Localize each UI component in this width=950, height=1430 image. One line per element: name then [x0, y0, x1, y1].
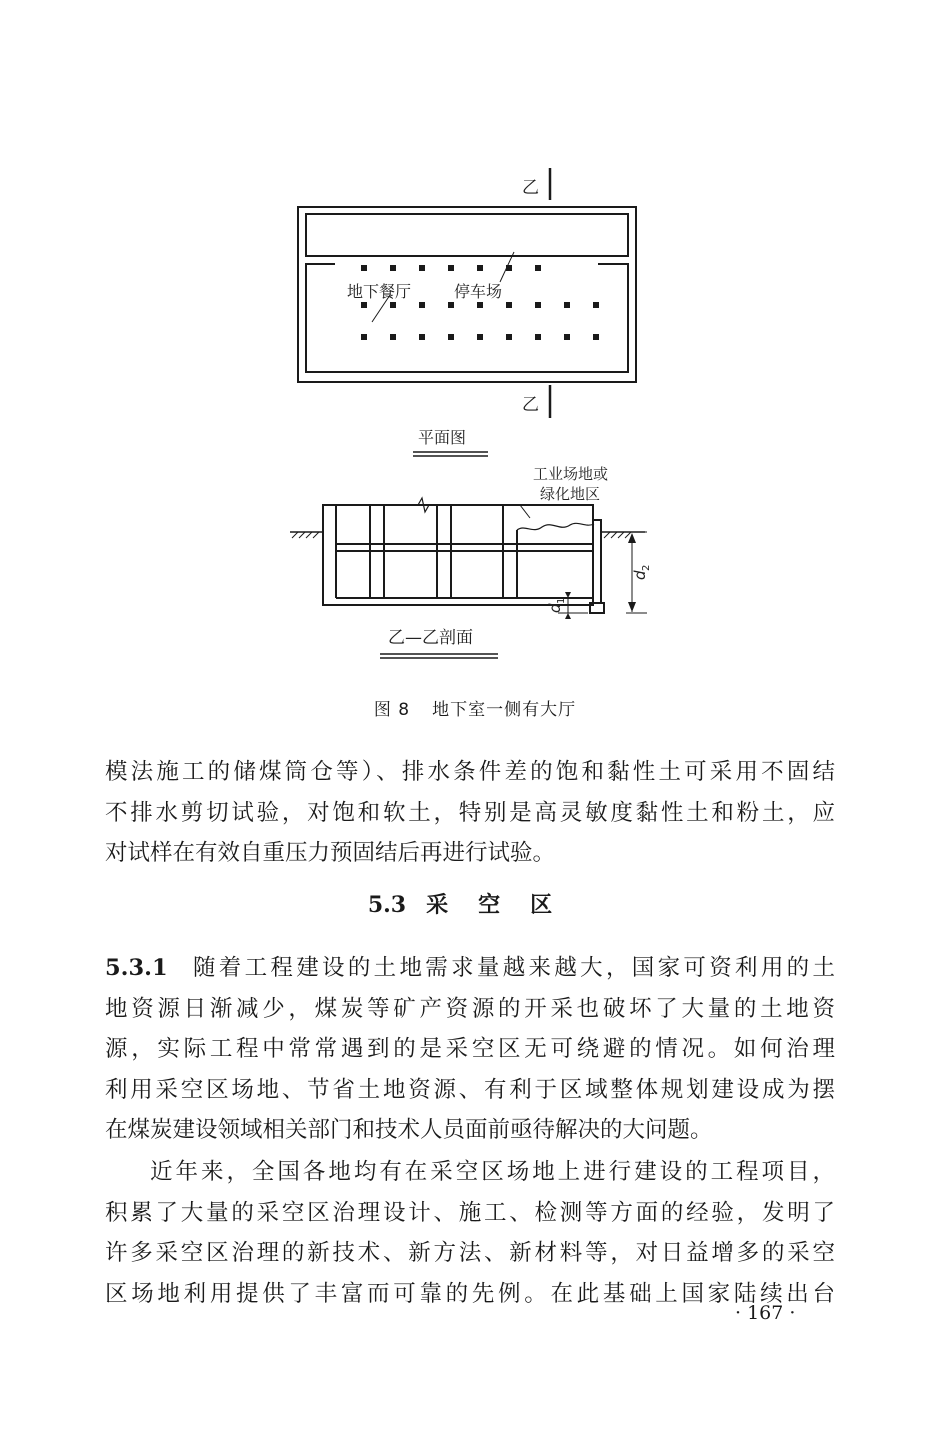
figure-number: 图 8 [373, 700, 411, 720]
text-line: 源，实际工程中常常遇到的是采空区无可绕避的情况。如何治理 [105, 1036, 835, 1062]
column-dot [448, 265, 454, 271]
column-dot [535, 334, 541, 340]
section-title-text: 采空区 [426, 892, 583, 918]
column-dot [477, 302, 483, 308]
text-line: 利用采空区场地、节省土地资源、有利于区域整体规划建设成为摆 [105, 1076, 835, 1103]
column-grid [361, 265, 599, 340]
column-dot [593, 302, 599, 308]
column-dot [506, 265, 512, 271]
column-dot [564, 334, 570, 340]
label-parking: 停车场 [454, 282, 503, 301]
label-industrial-site: 工业场地或 [533, 465, 609, 483]
section-title: 乙—乙剖面 [388, 628, 473, 648]
section-number: 5.3 [367, 892, 407, 918]
column-dot [448, 334, 454, 340]
column-dot [564, 302, 570, 308]
column-dot [361, 265, 367, 271]
column-dot [535, 265, 541, 271]
column-dot [361, 302, 367, 308]
column-dot [390, 265, 396, 271]
text-line: 模法施工的储煤筒仓等）、排水条件差的饱和黏性土可采用不固结 [105, 759, 835, 785]
column-dot [361, 334, 367, 340]
section-heading [0, 888, 950, 919]
text-line: 区场地利用提供了丰富而可靠的先例。在此基础上国家陆续出台 [105, 1280, 835, 1307]
column-dot [419, 334, 425, 340]
paragraph-recent [105, 1152, 835, 1314]
text-line: 地资源日渐减少，煤炭等矿产资源的开采也破坏了大量的土地资 [105, 995, 835, 1022]
text-line: 许多采空区治理的新技术、新方法、新材料等，对日益增多的采空 [105, 1240, 835, 1266]
column-dot [419, 302, 425, 308]
column-dot [448, 302, 454, 308]
text-line: 对试样在有效自重压力预固结后再进行试验。 [105, 840, 556, 866]
column-dot [506, 334, 512, 340]
label-underground-restaurant: 地下餐厅 [347, 282, 412, 301]
column-dot [477, 265, 483, 271]
column-dot [506, 302, 512, 308]
column-dot [477, 334, 483, 340]
text-line: 不排水剪切试验，对饱和软土，特别是高灵敏度黏性土和粉土，应 [105, 799, 835, 826]
paragraph-intro [105, 752, 835, 874]
label-green-area: 绿化地区 [540, 485, 601, 503]
plan-title: 平面图 [418, 428, 467, 447]
text-line: 积累了大量的采空区治理设计、施工、检测等方面的经验，发明了 [105, 1199, 835, 1226]
text-line [105, 948, 835, 989]
column-dot [419, 265, 425, 271]
figure-8-drawing [0, 0, 950, 690]
column-dot [593, 334, 599, 340]
column-dot [390, 302, 396, 308]
dimension-d2-subscript: 2 [641, 564, 652, 571]
clause-number: 5.3.1 [105, 955, 168, 981]
text-line: 近年来，全国各地均有在采空区场地上进行建设的工程项目， [150, 1159, 835, 1185]
text-line: 在煤炭建设领域相关部门和技术人员面前亟待解决的大问题。 [105, 1117, 713, 1143]
section-mark-bottom: 乙 [522, 395, 539, 415]
column-dot [535, 302, 541, 308]
dimension-d2-label: d [631, 570, 649, 580]
clause-line-text: 随着工程建设的土地需求量越来越大，国家可资利用的土 [189, 955, 835, 981]
section-mark-top: 乙 [522, 178, 539, 198]
page-number: · 167 · [735, 1302, 796, 1324]
figure-caption-text: 地下室一侧有大厅 [432, 700, 577, 720]
figure-caption [0, 695, 950, 720]
column-dot [390, 334, 396, 340]
dimension-d1-subscript: 1 [556, 597, 567, 604]
clause-5-3-1 [105, 948, 835, 1151]
dimension-d1-label: d [546, 603, 564, 613]
